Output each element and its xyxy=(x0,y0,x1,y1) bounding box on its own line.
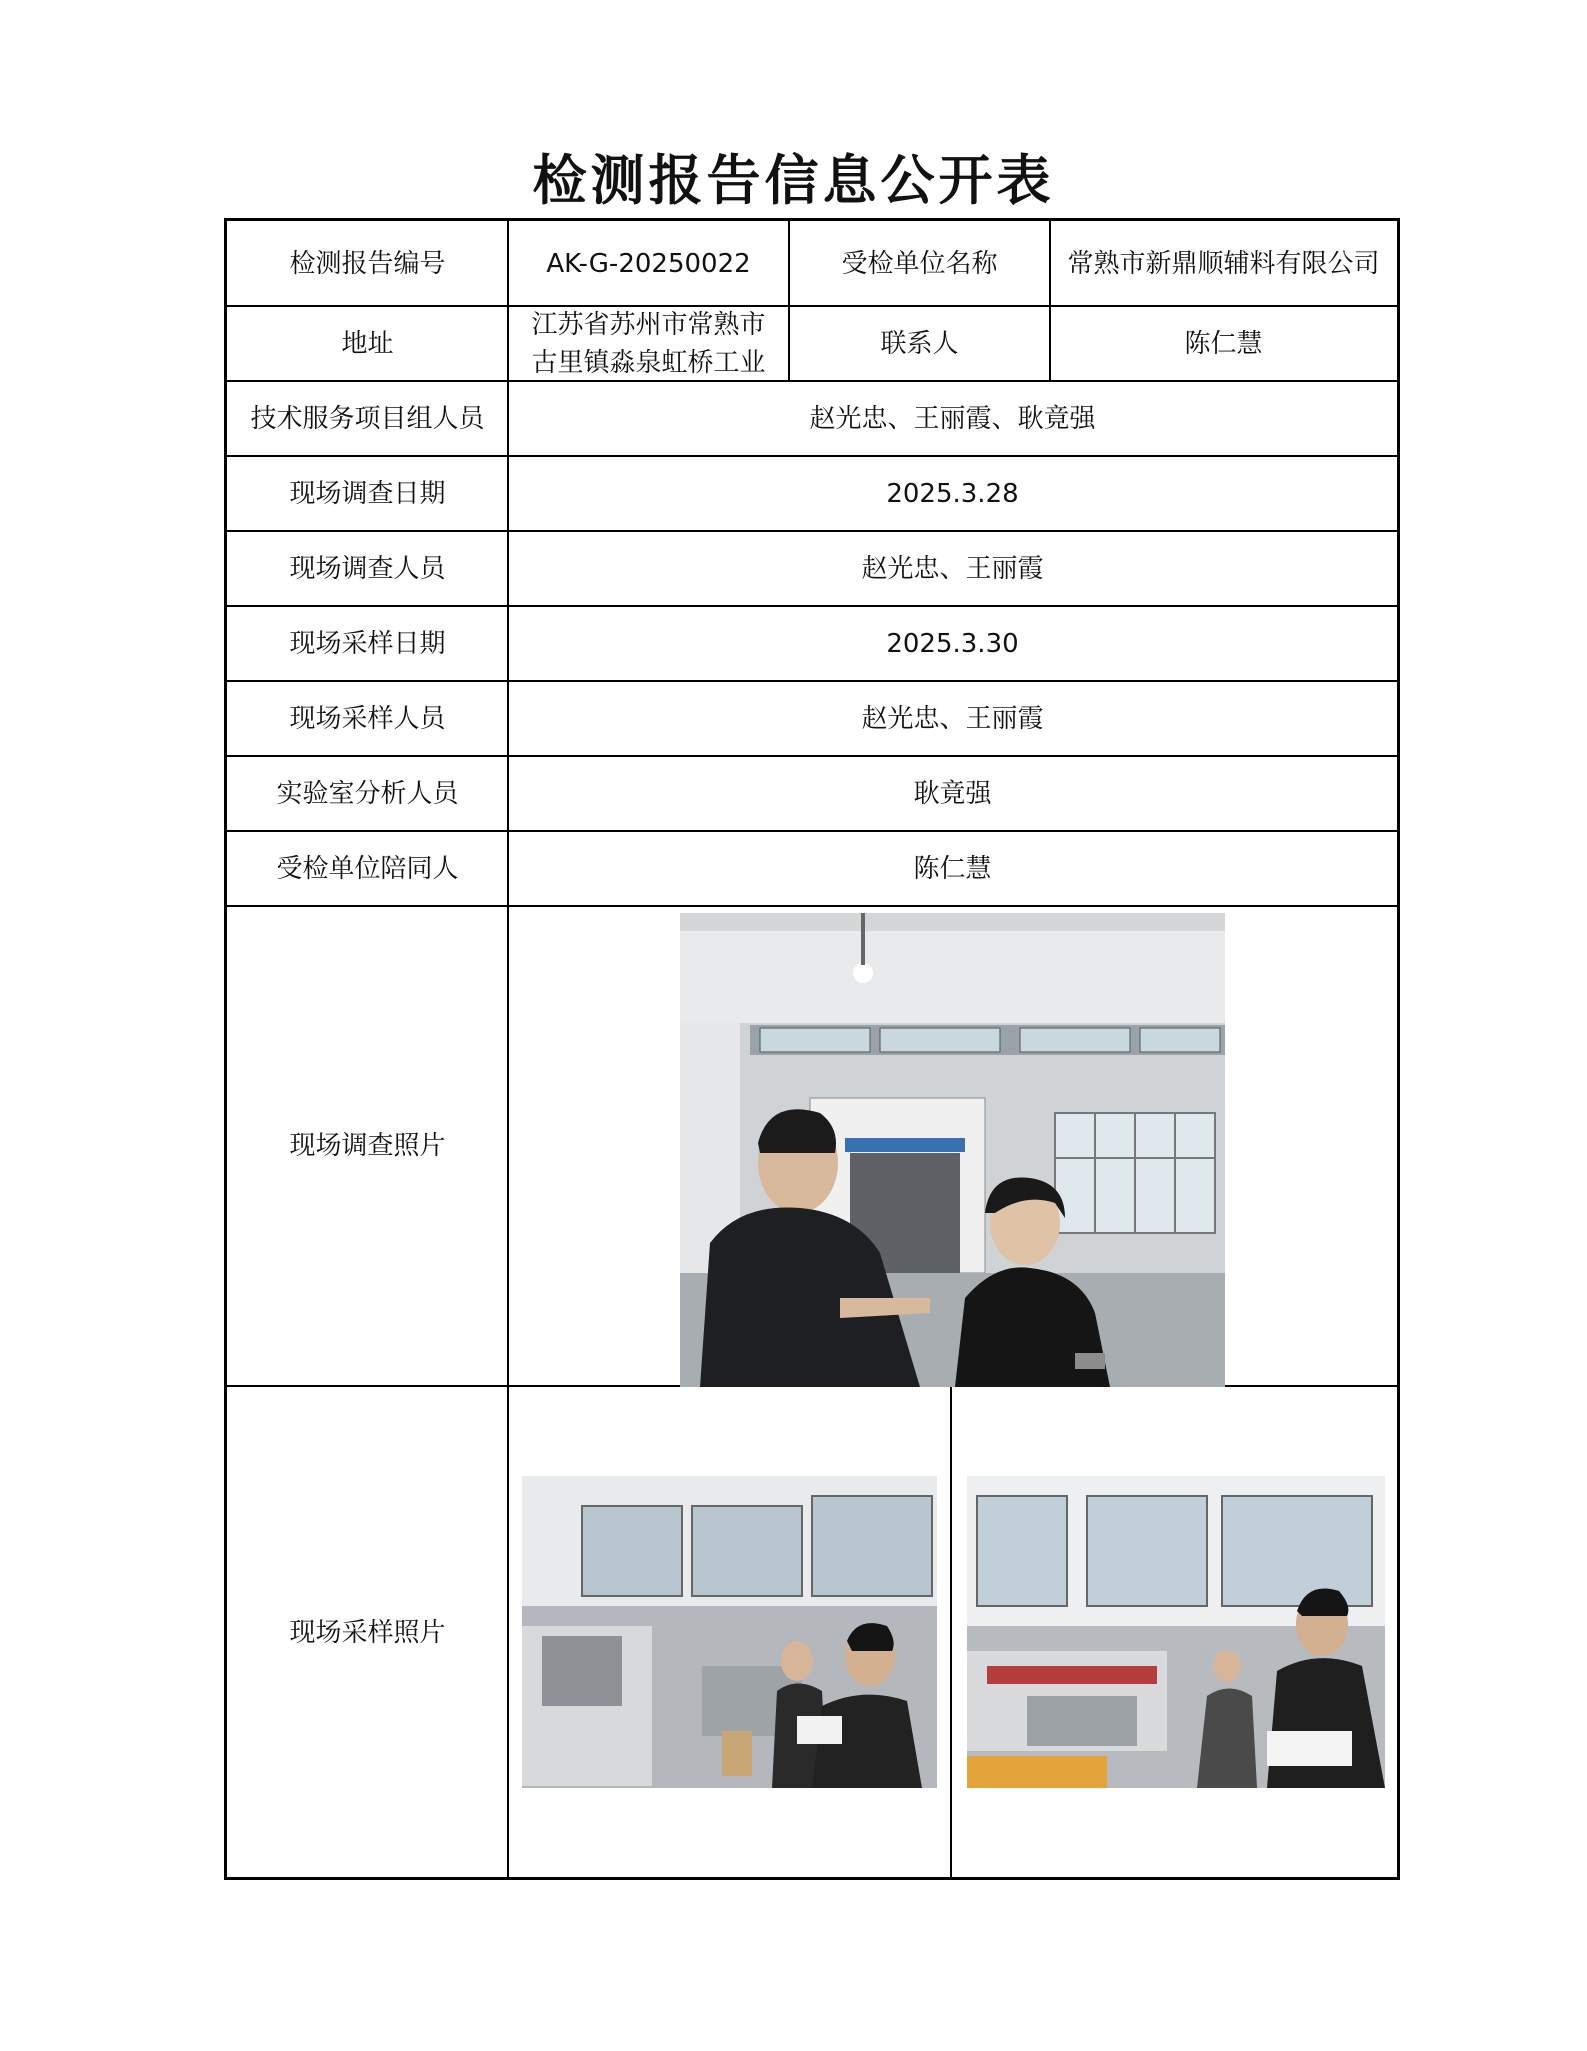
contact-label: 联系人 xyxy=(880,328,959,359)
team-value: 赵光忠、王丽霞、耿竟强 xyxy=(809,403,1096,434)
sampling-date-value: 2025.3.30 xyxy=(886,628,1019,659)
survey-staff-label: 现场调查人员 xyxy=(289,553,446,584)
report-no-value: AK-G-20250022 xyxy=(546,248,751,279)
lab-staff-value: 耿竟强 xyxy=(913,778,992,809)
survey-date-label: 现场调查日期 xyxy=(289,478,446,509)
page-title: 检测报告信息公开表 xyxy=(532,148,1055,212)
unit-name-value: 常熟市新鼎顺辅料有限公司 xyxy=(1067,248,1380,279)
survey-photo xyxy=(680,913,1225,1387)
survey-date-value: 2025.3.28 xyxy=(886,478,1019,509)
sampling-photo-1 xyxy=(522,1476,937,1788)
sampling-staff-value: 赵光忠、王丽霞 xyxy=(861,703,1044,734)
sampling-staff-label: 现场采样人员 xyxy=(289,703,446,734)
info-table xyxy=(224,218,1400,1880)
lab-staff-label: 实验室分析人员 xyxy=(276,778,459,809)
escort-value: 陈仁慧 xyxy=(913,853,992,884)
sampling-date-label: 现场采样日期 xyxy=(289,628,446,659)
sampling-photo-label: 现场采样照片 xyxy=(289,1618,446,1648)
escort-label: 受检单位陪同人 xyxy=(276,853,459,884)
team-label: 技术服务项目组人员 xyxy=(250,403,485,434)
sampling-photo-2 xyxy=(967,1476,1385,1788)
unit-name-label: 受检单位名称 xyxy=(841,248,998,279)
address-label: 地址 xyxy=(341,328,394,359)
contact-value: 陈仁慧 xyxy=(1184,328,1263,359)
report-no-label: 检测报告编号 xyxy=(289,248,446,279)
address-value: 江苏省苏州市常熟市古里镇淼泉虹桥工业 xyxy=(531,309,766,378)
survey-staff-value: 赵光忠、王丽霞 xyxy=(861,553,1044,584)
survey-photo-label: 现场调查照片 xyxy=(289,1131,446,1161)
